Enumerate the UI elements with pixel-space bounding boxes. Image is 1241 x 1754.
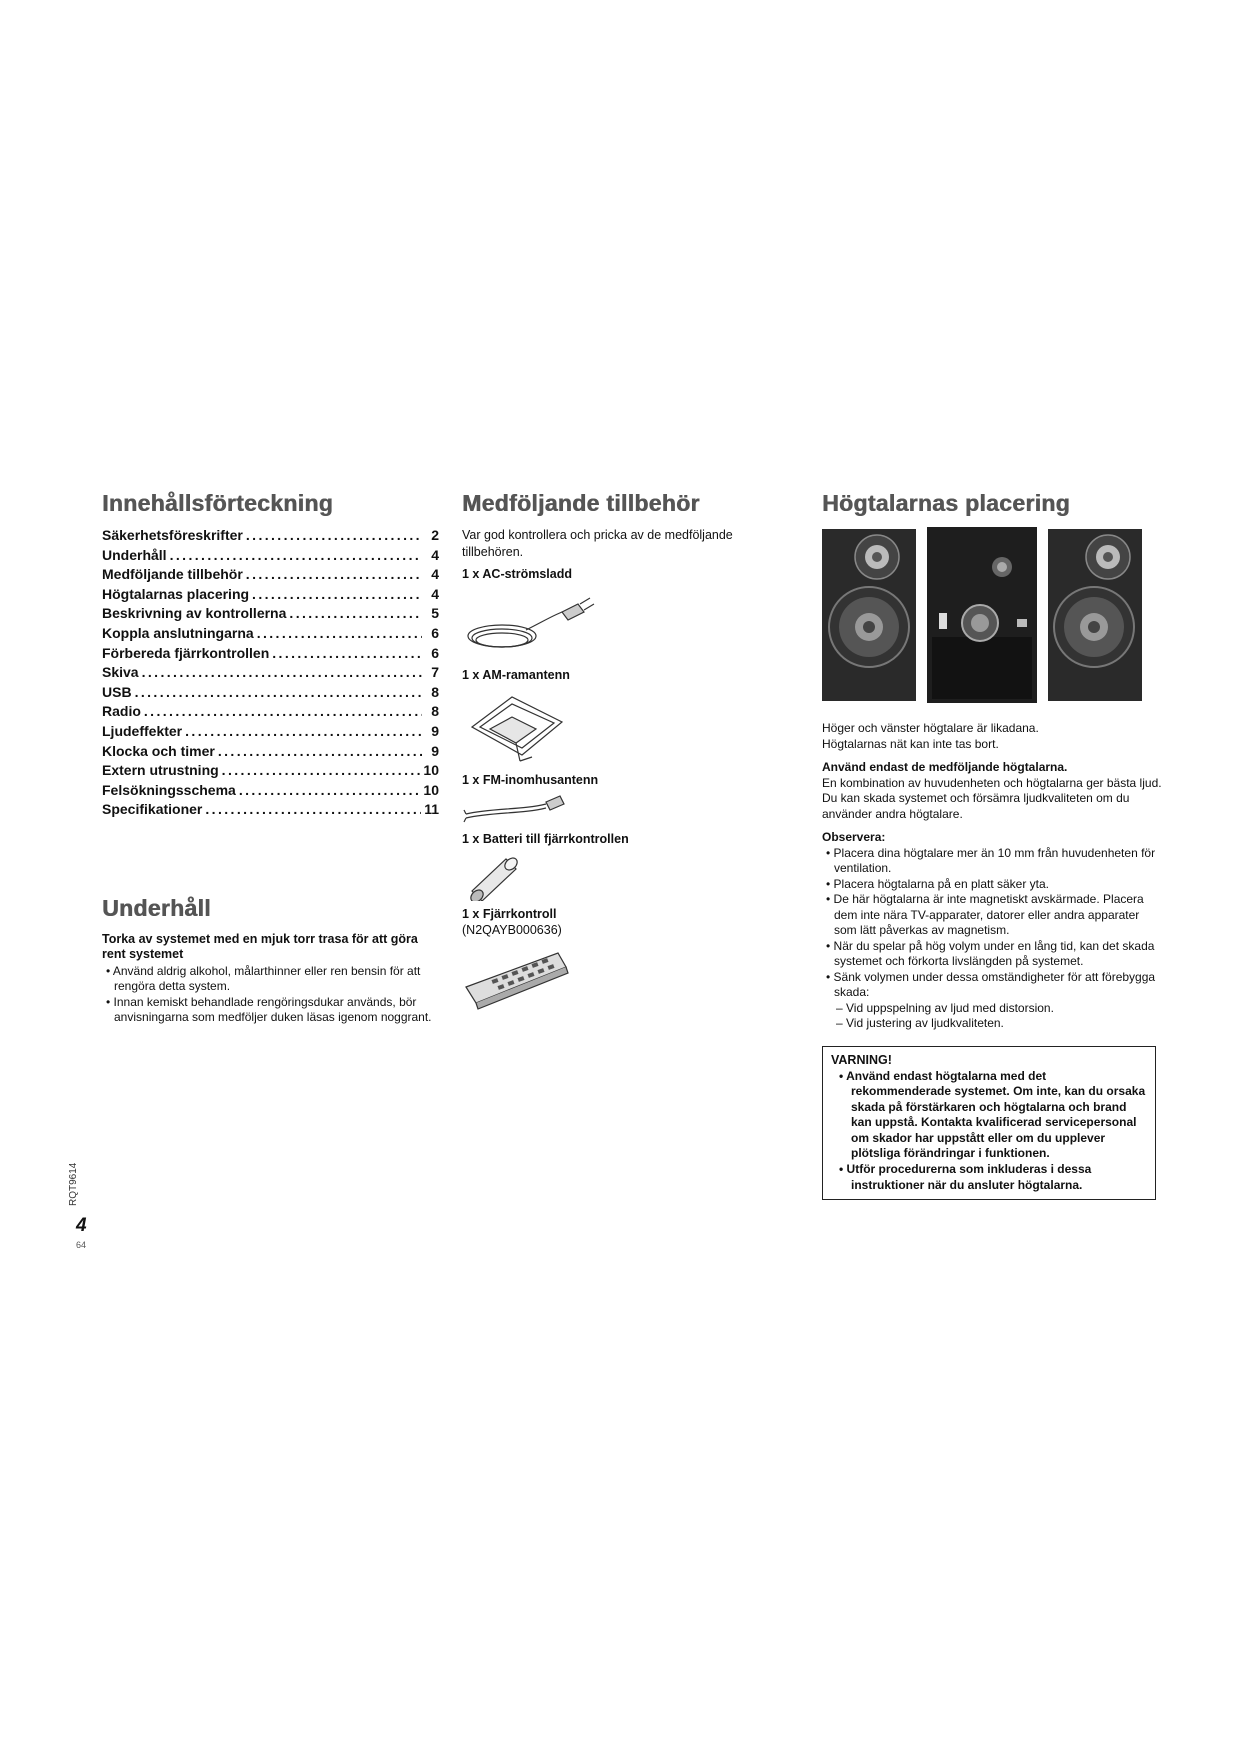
accessory-label: 1 x AC-strömsladd — [462, 567, 572, 581]
accessory-label: 1 x Batteri till fjärrkontrollen — [462, 832, 629, 846]
toc-title: Innehållsförteckning — [102, 490, 333, 516]
observe-bullet: • När du spelar på hög volym under en lång tid, kan det skada systemet och förkorta livslängden på systemet. — [822, 939, 1162, 970]
accessory-label: 1 x AM-ramantenn — [462, 668, 570, 682]
accessories-title: Medföljande tillbehör — [462, 490, 700, 516]
warning-item: • Använd endast högtalarna med det rekommenderade systemet. Om inte, kan du orsaka skada på förstärkaren och högtalarna och brand kan uppstå. Kontakta kvalificerad servicepersonal om skador har uppstått eller om du upplever plötsliga förändringar i funktionen. — [831, 1069, 1147, 1163]
toc-item[interactable]: Koppla anslutningarna ..... 6 — [102, 625, 439, 645]
speaker-only-text: En kombination av huvudenheten och högtalarna ger bästa ljud. Du kan skada systemet och försämra ljudkvaliteten om du använder andra högtalare. — [822, 775, 1162, 821]
toc-item[interactable]: Beskrivning av kontrollerna ..... 5 — [102, 605, 439, 625]
toc-item[interactable]: Radio ..... 8 — [102, 703, 439, 723]
observe-sub-list — [822, 1001, 1162, 1032]
speaker-note: Höger och vänster högtalare är likadana. — [822, 721, 1039, 735]
speaker-note: Högtalarnas nät kan inte tas bort. — [822, 736, 999, 751]
warning-list — [831, 1069, 1147, 1194]
fm-antenna-icon — [462, 792, 572, 826]
care-list — [102, 964, 439, 1026]
observe-bullet: • De här högtalarna är inte magnetiskt avskärmade. Placera dem inte nära TV-apparater, datorer eller andra apparater som lätt påverkas av magnetism. — [822, 892, 1162, 939]
observe-sub-item: – Vid uppspelning av ljud med distorsion. — [822, 1001, 1162, 1017]
observe-bullet: • Sänk volymen under dessa omständigheter för att förebygga skada: — [822, 970, 1162, 1001]
observe-sub-item: – Vid justering av ljudkvaliteten. — [822, 1016, 1162, 1032]
page-number: 4 — [76, 1215, 87, 1236]
care-bullet: • Använd aldrig alkohol, målarthinner eller ren bensin för att rengöra detta system. — [102, 964, 439, 995]
page-sub-number: 64 — [76, 1240, 87, 1250]
accessory-label: 1 x Fjärrkontroll — [462, 907, 557, 921]
remote-control-icon — [462, 943, 572, 1013]
care-title: Underhåll — [102, 894, 211, 921]
toc-item[interactable]: USB ..... 8 — [102, 684, 439, 704]
toc-item[interactable]: Säkerhetsföreskrifter ..... 2 — [102, 527, 439, 547]
care-bullet: • Innan kemiskt behandlade rengöringsdukar används, bör anvisningarna som medföljer duken läsas igenom noggrant. — [102, 995, 439, 1026]
observe-bullet: • Placera högtalarna på en platt säker yta. — [822, 877, 1162, 893]
remote-model: (N2QAYB000636) — [462, 923, 562, 937]
column-middle — [462, 490, 782, 1019]
column-left — [102, 490, 439, 1026]
warning-title: VARNING! — [831, 1052, 892, 1067]
toc-item[interactable]: Skiva ..... 7 — [102, 664, 439, 684]
speakers-and-main-unit-photo — [822, 527, 1158, 703]
column-right — [822, 490, 1162, 1200]
battery-icon — [462, 851, 532, 901]
toc-item[interactable]: Klocka och timer ..... 9 — [102, 743, 439, 763]
accessory-label: 1 x FM-inomhusantenn — [462, 773, 599, 787]
speaker-only-heading: Använd endast de medföljande högtalarna. — [822, 760, 1068, 774]
speakers-title: Högtalarnas placering — [822, 490, 1070, 516]
warning-item: • Utför procedurerna som inkluderas i dessa instruktioner när du ansluter högtalarna. — [831, 1162, 1147, 1193]
toc-item[interactable]: Extern utrustning ..... 10 — [102, 762, 439, 782]
am-loop-antenna-icon — [462, 687, 572, 767]
toc-item[interactable]: Förbereda fjärrkontrollen ..... 6 — [102, 645, 439, 665]
toc-item[interactable]: Specifikationer ..... 11 — [102, 801, 439, 821]
accessories-intro: Var god kontrollera och pricka av de medföljande tillbehören. — [462, 528, 733, 559]
observe-list — [822, 846, 1162, 1001]
toc-item[interactable]: Felsökningsschema ..... 10 — [102, 782, 439, 802]
observe-heading: Observera: — [822, 830, 886, 844]
toc-list — [102, 527, 439, 821]
observe-bullet: • Placera dina högtalare mer än 10 mm från huvudenheten för ventilation. — [822, 846, 1162, 877]
toc-item[interactable]: Högtalarnas placering ..... 4 — [102, 586, 439, 606]
document-code: RQT9614 — [68, 1162, 79, 1206]
ac-cord-icon — [462, 586, 602, 662]
warning-box — [822, 1046, 1156, 1201]
toc-item[interactable]: Underhåll ..... 4 — [102, 547, 439, 567]
care-heading: Torka av systemet med en mjuk torr trasa för att göra rent systemet — [102, 931, 418, 961]
toc-item[interactable]: Ljudeffekter ..... 9 — [102, 723, 439, 743]
toc-item[interactable]: Medföljande tillbehör ..... 4 — [102, 566, 439, 586]
